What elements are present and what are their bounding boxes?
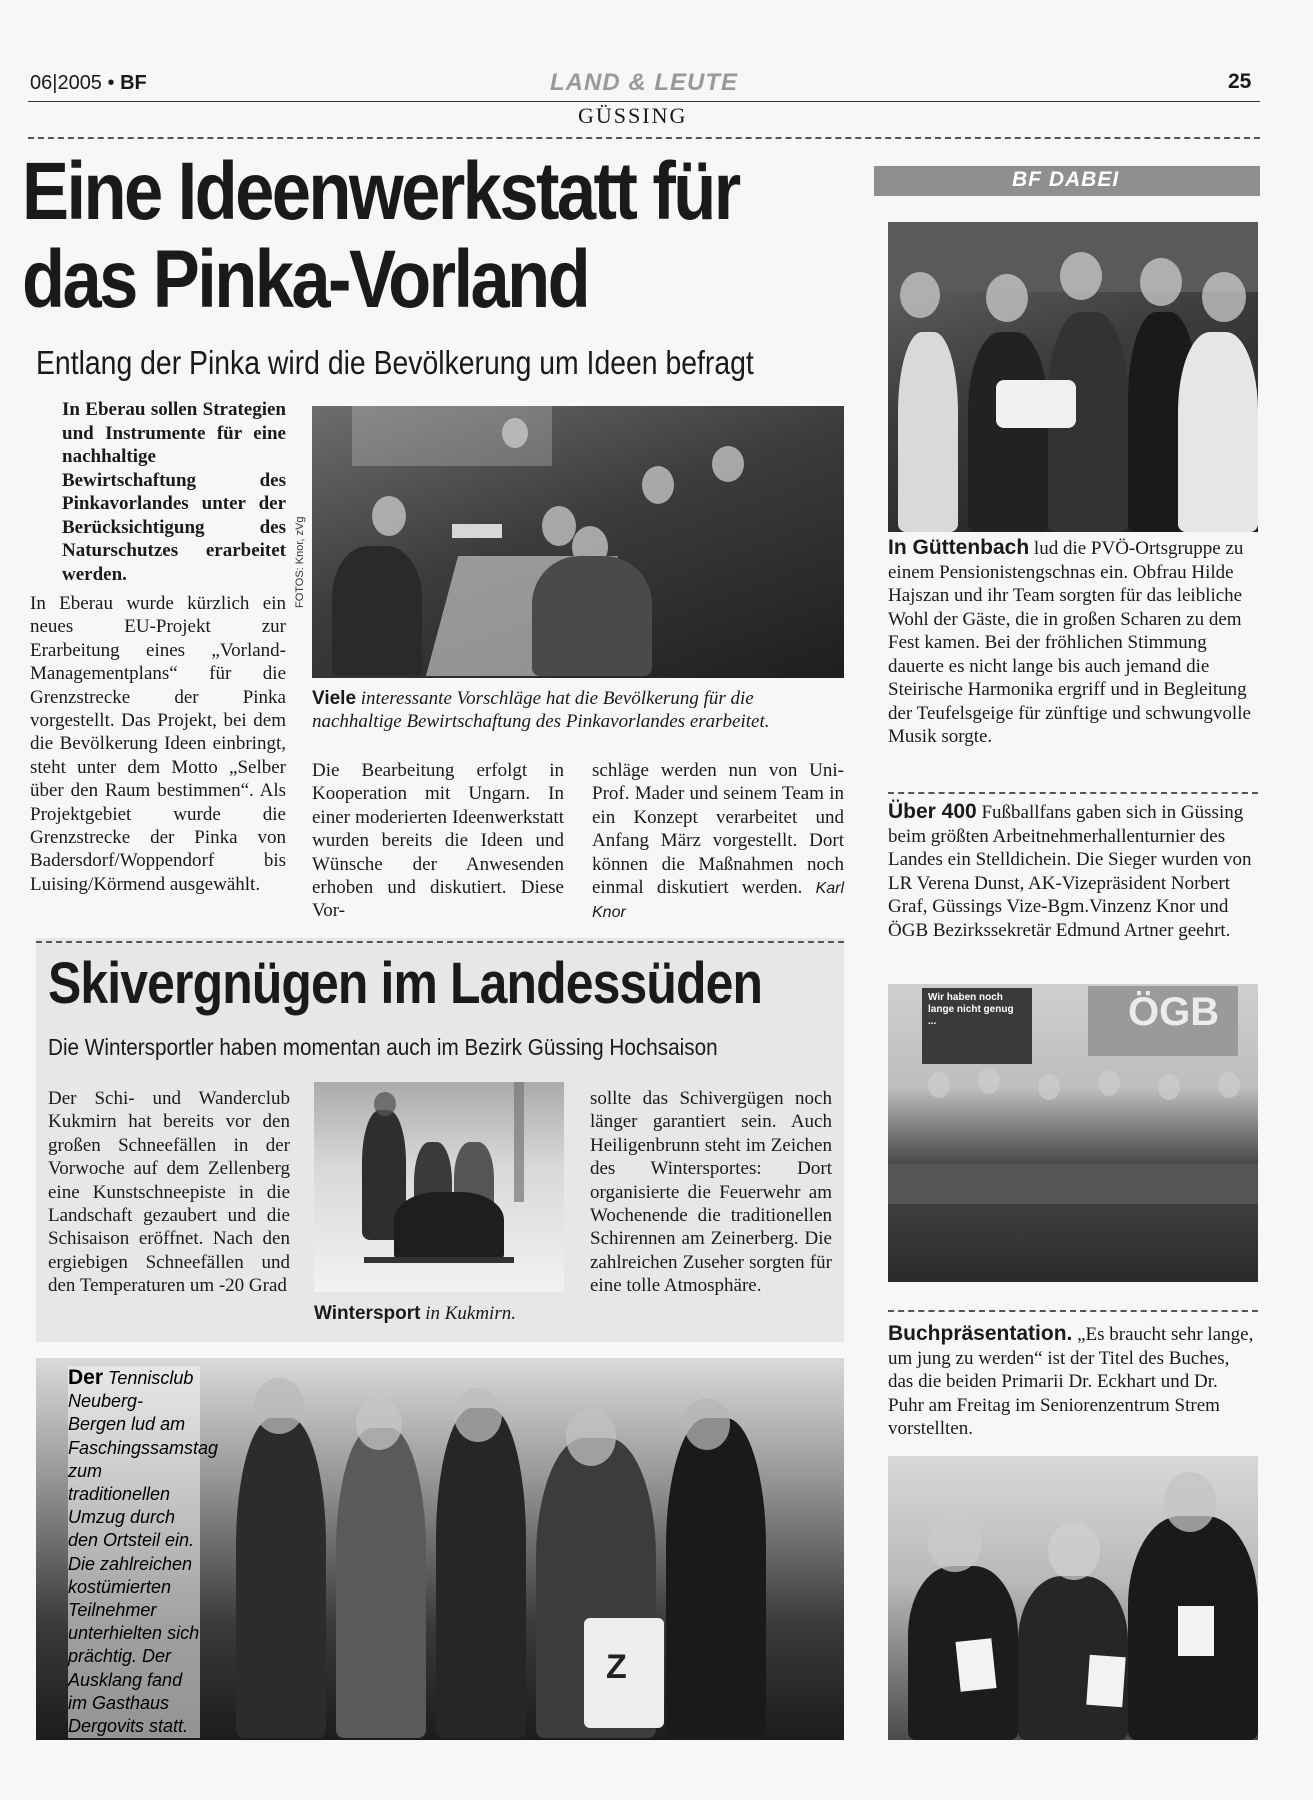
- article1-lead: In Eberau sollen Strategien und Instrumente für eine nachhaltige Bewirtschaftung des Pinkavorlandes unter der Berücksichtigung des Naturschutzes erarbeitet werden.: [62, 399, 286, 585]
- page-number: 25: [1228, 70, 1252, 93]
- football-photo: [888, 984, 1258, 1282]
- article1-headline: [22, 148, 862, 324]
- brand-label: BF: [120, 72, 147, 94]
- sidebar-rule-2: [888, 1310, 1258, 1312]
- article2-subheadline: Die Wintersportler haben momentan auch im Bezirk Güssing Hochsaison: [48, 1034, 718, 1060]
- article2-caption: [314, 1302, 564, 1325]
- book-presentation-photo: [888, 1456, 1258, 1740]
- caption-text: in Kukmirn.: [425, 1303, 516, 1324]
- sidebar-item-1-text: lud die PVÖ-Ortsgruppe zu einem Pensionistengschnas ein. Obfrau Hilde Hajszan und ihr Team sorgten für das leibliche Wohl der Gäste, die in großen Scharen zu dem Fest kamen. Bei der fröhlichen Stimmung dauerte es nicht lange bis auch jemand die Steirische Harmonika ergriff und in Begleitung der Teufelsgeige für zünftige und schwungvolle Musik sorgte.: [888, 538, 1251, 747]
- article2-headline: Skivergnügen im Landessüden: [48, 951, 763, 1016]
- headline-line-2: das Pinka-Vorland: [22, 234, 589, 325]
- meeting-photo: [312, 406, 844, 678]
- header-rule: [28, 101, 1260, 102]
- sidebar-title: BF DABEI: [1012, 168, 1120, 191]
- article1-caption: [312, 687, 844, 733]
- sidebar-item-2: [888, 800, 1258, 942]
- caption-bold: Wintersport: [314, 1303, 421, 1324]
- caption-bold: Viele: [312, 688, 357, 709]
- article1-column-2: Die Bearbeitung erfolgt in Kooperation mit Ungarn. In einer moderierten Ideenwerkstatt wurden bereits die Ideen und Wünsche der Anwesenden erhoben und diskutiert. Diese Vor-: [312, 760, 564, 922]
- issue-line: [30, 72, 147, 95]
- bag-logo: Z: [606, 1648, 627, 1686]
- sidebar-item-1-bold: In Güttenbach: [888, 536, 1030, 559]
- sidebar-item-2-bold: Über 400: [888, 800, 977, 823]
- article1-subheadline: Entlang der Pinka wird die Bevölkerung um Ideen befragt: [36, 344, 754, 381]
- article2-column-1: Der Schi- und Wanderclub Kukmirn hat bereits vor den großen Schneefällen in der Vorwoche auf dem Zellenberg eine Kunstschneepiste in die Landschaft gezaubert und die Schisaison eröffnet. Nach den ergiebigen Schneefällen und den Temperaturen um -20 Grad: [48, 1088, 290, 1297]
- article1-column-3-text: schläge werden nun von Uni-Prof. Mader und seinem Team in ein Konzept verarbeitet und Anfang März vorgestellt. Dort können die Maßnahmen noch einmal diskutiert werden.: [592, 760, 844, 899]
- banner-text: Wir haben noch lange nicht genug ...: [928, 992, 1014, 1027]
- article3-body: Tennisclub Neuberg-Bergen lud am Faschingssamstag zum traditionellen Umzug durch den Ortsteil ein. Die zahlreichen kostümierten Teilnehmer unterhielten sich prächtig. Der Ausklang fand im Gasthaus Dergovits statt.: [68, 1368, 219, 1737]
- photo-credit: FOTOS: Knor, zVg: [294, 516, 306, 608]
- region-title: GÜSSING: [578, 103, 688, 128]
- sidebar-item-3-bold: Buchpräsentation.: [888, 1322, 1073, 1345]
- sidebar-item-2-text: Fußballfans gaben sich in Güssing beim größten Arbeitnehmerhallenturnier des Landes ein Stelldichein. Die Sieger wurden von LR Verena Dunst, AK-Vizepräsident Norbert Graf, Güssings Vize-Bgm.Vinzenz Knor und ÖGB Bezirkssekretär Edmund Artner geehrt.: [888, 802, 1252, 941]
- sidebar-header: [874, 166, 1260, 196]
- article1-column-1: In Eberau wurde kürzlich ein neues EU-Projekt zur Erarbeitung eines „Vorland-Managementplans“ für die Grenzstrecke der Pinka vorgestellt. Das Projekt, bei dem die Bevölkerung Ideen einbringt, steht unter dem Motto „Selber über den Raum bestimmen“. Als Projektgebiet wurde die Grenzstrecke der Pinka von Badersdorf/Woppendorf bis Luising/Körmend ausgewählt.: [30, 593, 286, 895]
- bullet: •: [107, 72, 115, 94]
- ogb-logo: ÖGB: [1128, 990, 1220, 1034]
- header-dashed-rule: [28, 137, 1260, 139]
- article2-column-3: sollte das Schivergügen noch länger garantiert sein. Auch Heiligenbrunn steht im Zeichen des Wintersportes: Dort organisierte die Feuerwehr am Wochenende die traditionellen Schirennen am Zeinerberg. Die zahlreichen Zuseher sorgten für eine tolle Atmosphäre.: [590, 1088, 832, 1297]
- article3-bold: Der: [68, 1366, 104, 1389]
- sidebar-item-3-text: „Es braucht sehr lange, um jung zu werden“ ist der Titel des Buches, das die beiden Primarii Dr. Eckhart und Dr. Puhr am Freitag im Seniorenzentrum Strem vorstellten.: [888, 1324, 1254, 1439]
- pensioners-photo: [888, 222, 1258, 532]
- author-name: Karl Knor: [592, 880, 845, 922]
- headline-line-1: Eine Ideenwerkstatt für: [22, 146, 739, 237]
- sidebar-item-1: [888, 536, 1258, 749]
- caption-text: interessante Vorschläge hat die Bevölkerung für die nachhaltige Bewirtschaftung des Pinkavorlandes erarbeitet.: [312, 688, 770, 732]
- issue-date: 06|2005: [30, 72, 102, 94]
- section-title: LAND & LEUTE: [550, 69, 738, 96]
- ski-photo: [314, 1082, 564, 1292]
- article1-column-3: [592, 759, 844, 925]
- article3-text: [68, 1366, 219, 1738]
- article2-top-rule: [36, 941, 844, 943]
- sidebar-item-3: [888, 1322, 1258, 1441]
- sidebar-rule-1: [888, 792, 1258, 794]
